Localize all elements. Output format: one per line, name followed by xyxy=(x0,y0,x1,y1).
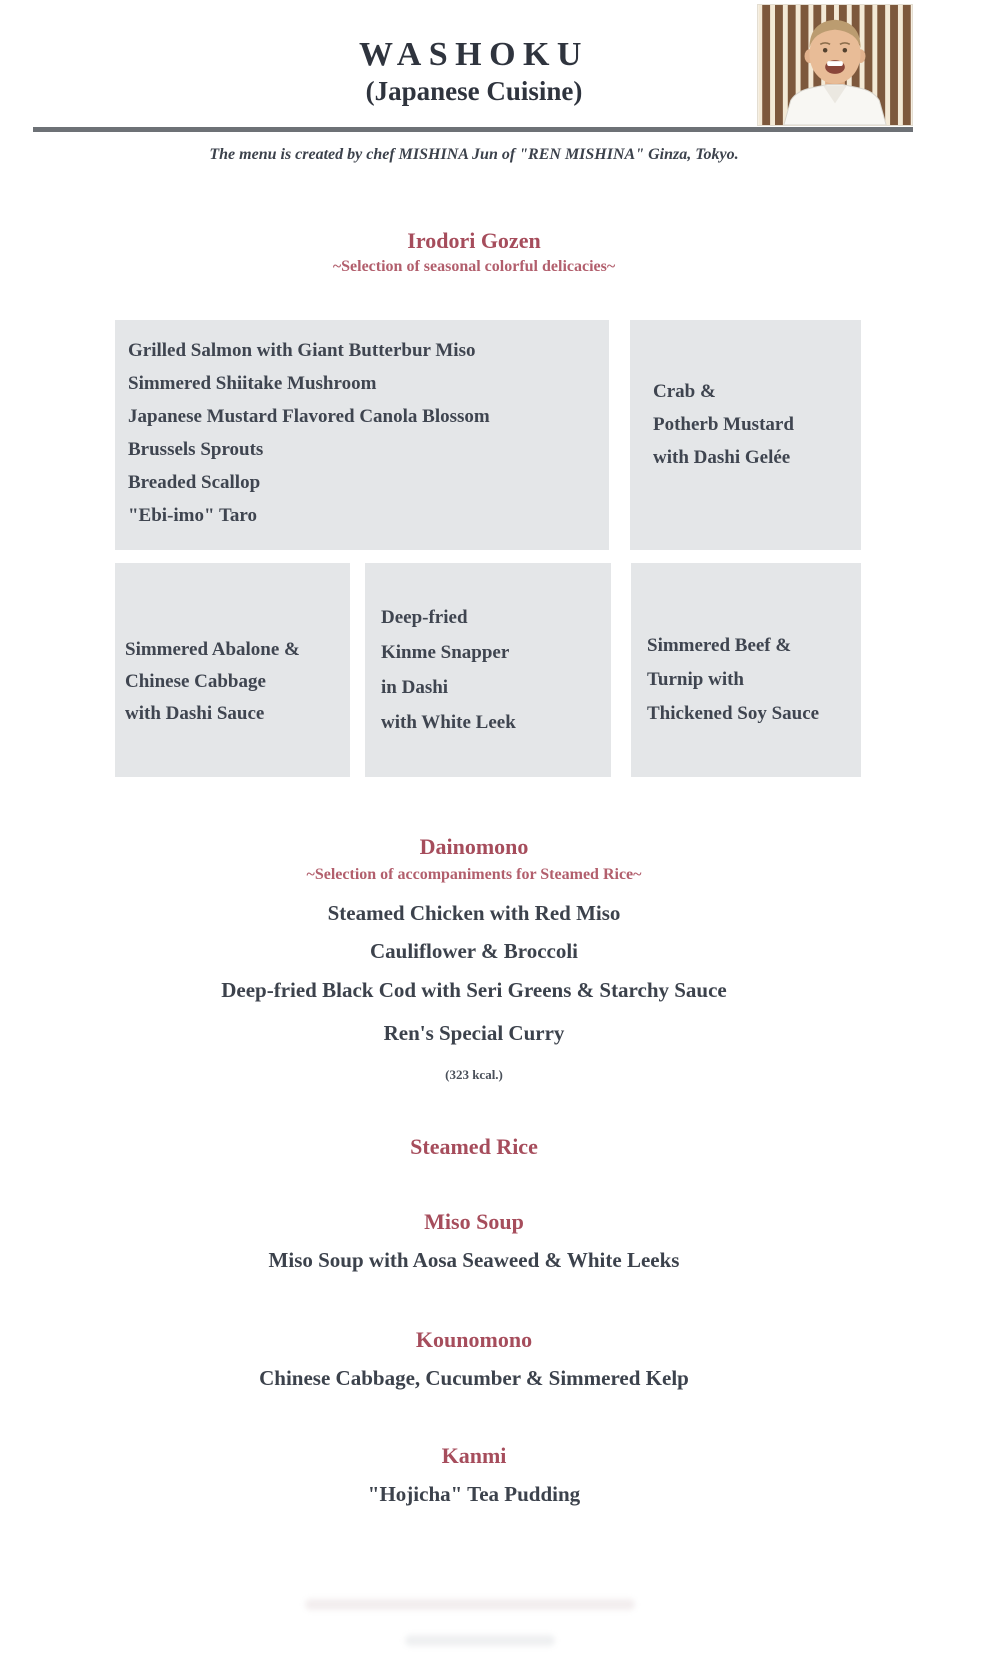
dainomono-item: Deep-fried Black Cod with Seri Greens & Starchy Sauce xyxy=(221,978,727,1002)
chef-portrait-image xyxy=(758,5,912,125)
dainomono-item: Cauliflower & Broccoli xyxy=(369,939,579,963)
faint-cutoff-artifact xyxy=(405,1635,555,1646)
dish-card-appetizers xyxy=(115,320,609,550)
menu-item-line: Grilled Salmon with Giant Butterbur Miso xyxy=(128,340,476,361)
menu-item-line: Thickened Soy Sauce xyxy=(647,703,820,724)
dish-card-snapper xyxy=(365,563,611,777)
menu-item-line: with White Leek xyxy=(381,712,516,733)
header-divider xyxy=(33,127,913,132)
dish-card-beef xyxy=(631,563,861,777)
section-title-steamed-rice: Steamed Rice xyxy=(410,1134,538,1159)
section-title-dainomono: Dainomono xyxy=(419,834,529,859)
kanmi-item: "Hojicha" Tea Pudding xyxy=(367,1482,581,1506)
menu-item-line: Simmered Beef & xyxy=(647,635,792,656)
menu-item-line: Chinese Cabbage xyxy=(125,671,266,692)
menu-item-line: Simmered Abalone & xyxy=(125,639,300,660)
menu-item-line: in Dashi xyxy=(381,677,449,698)
grid-row-1 xyxy=(115,320,861,550)
page-title: WASHOKU xyxy=(359,36,589,73)
page-subtitle: (Japanese Cuisine) xyxy=(365,76,583,106)
kounomono-item: Chinese Cabbage, Cucumber & Simmered Kelp xyxy=(259,1366,689,1390)
section-title-miso-soup: Miso Soup xyxy=(424,1209,524,1234)
menu-item-line: "Ebi-imo" Taro xyxy=(128,505,257,526)
section-title-irodori-gozen: Irodori Gozen xyxy=(407,228,541,253)
dish-card-abalone xyxy=(115,563,350,777)
calorie-note: (323 kcal.) xyxy=(445,1067,503,1082)
section-title-kanmi: Kanmi xyxy=(441,1443,507,1468)
menu-item-line: Potherb Mustard xyxy=(653,413,794,435)
menu-item-line: Japanese Mustard Flavored Canola Blossom xyxy=(128,406,490,427)
chef-credit-line: The menu is created by chef MISHINA Jun of "REN MISHINA" Ginza, Tokyo. xyxy=(209,146,739,163)
menu-item-line: Crab & xyxy=(653,380,716,402)
grid-row-2 xyxy=(115,563,861,777)
menu-item-line: Simmered Shiitake Mushroom xyxy=(128,373,377,394)
menu-item-line: Deep-fried xyxy=(381,607,468,628)
section-subtitle-dainomono: ~Selection of accompaniments for Steamed Rice~ xyxy=(306,866,642,883)
dish-card-crab xyxy=(630,320,861,550)
miso-soup-item: Miso Soup with Aosa Seaweed & White Leeks xyxy=(268,1248,680,1272)
irodori-dish-grid xyxy=(115,320,861,777)
dainomono-item: Ren's Special Curry xyxy=(383,1021,565,1045)
chef-photo xyxy=(757,4,913,126)
menu-item-line: Brussels Sprouts xyxy=(128,439,264,460)
menu-item-line: Turnip with xyxy=(647,669,744,690)
dainomono-item: Steamed Chicken with Red Miso xyxy=(327,901,621,925)
faint-cutoff-artifact xyxy=(305,1599,635,1610)
menu-item-line: with Dashi Sauce xyxy=(125,703,265,724)
section-subtitle-irodori-gozen: ~Selection of seasonal colorful delicacies~ xyxy=(332,258,616,275)
menu-item-line: Kinme Snapper xyxy=(381,642,510,663)
section-title-kounomono: Kounomono xyxy=(415,1327,533,1352)
menu-item-line: with Dashi Gelée xyxy=(653,446,791,468)
menu-item-line: Breaded Scallop xyxy=(128,472,261,493)
